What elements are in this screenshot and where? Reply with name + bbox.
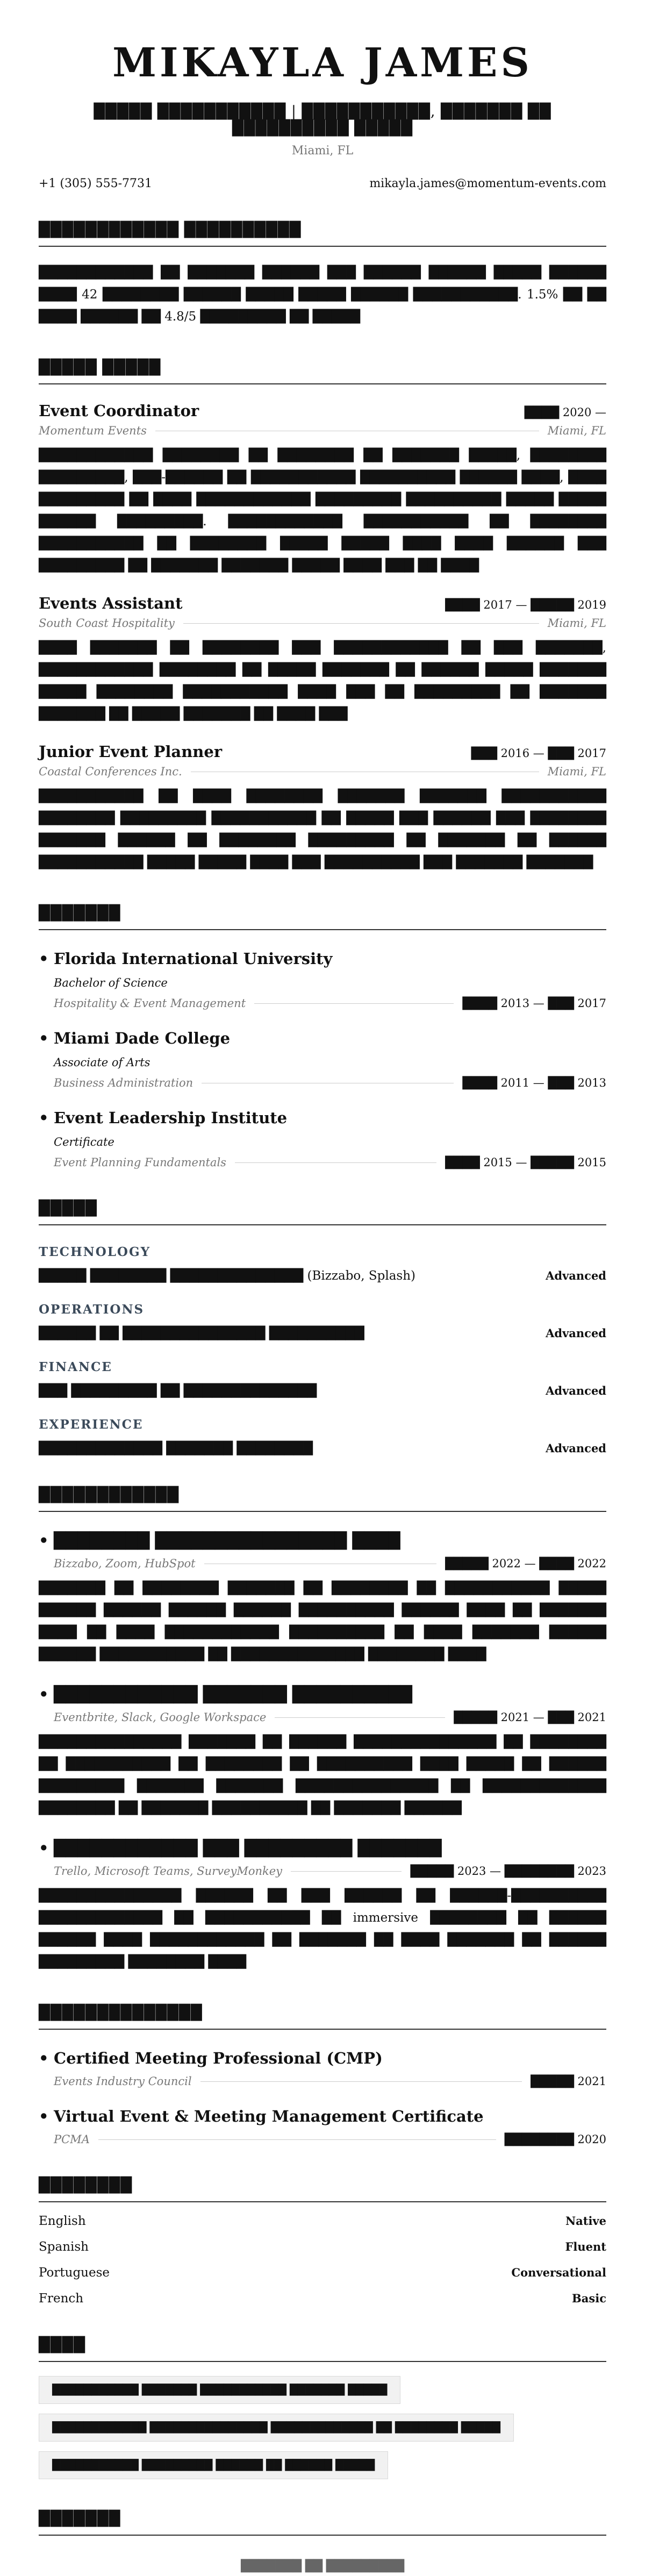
skill-row (39, 1269, 606, 1283)
field-of-study: Event Planning Fundamentals (54, 1156, 226, 1169)
section-title: ███████ (39, 2510, 606, 2536)
projects-section (39, 1487, 606, 1973)
section-title: █████ █████ (39, 359, 606, 384)
divider (254, 1003, 454, 1004)
certification-date: ████████ 2020 (504, 2133, 606, 2146)
section-title: ████████ (39, 2177, 606, 2202)
skill-category: FINANCE (39, 1360, 112, 1374)
interest-tag: ████████████ ███████████████ █████████████ ██ ████████ █████ (39, 2414, 514, 2442)
project-name: ████████████ ███ █████████ ███████ (54, 1839, 442, 1857)
bullet-icon: • (39, 2049, 49, 2067)
certification-date: █████ 2021 (531, 2075, 606, 2088)
divider (275, 1717, 445, 1718)
language-row (39, 2214, 606, 2228)
company: Momentum Events (39, 424, 147, 437)
language-level: Basic (572, 2292, 606, 2305)
job-location: Miami, FL (547, 765, 606, 778)
location: Miami, FL (291, 144, 354, 158)
language-level: Native (565, 2214, 606, 2228)
candidate-name: MIKAYLA JAMES (112, 40, 533, 86)
company: South Coast Hospitality (39, 617, 175, 630)
job-entry (39, 594, 606, 725)
divider (98, 2139, 496, 2140)
language-name: French (39, 2292, 84, 2306)
skill-level: Advanced (546, 1384, 606, 1397)
bullet-icon: • (39, 1531, 49, 1550)
bullet-icon: • (39, 1029, 49, 1047)
company: Coastal Conferences Inc. (39, 765, 182, 778)
language-row (39, 2292, 606, 2306)
job-entry (39, 402, 606, 577)
job-title: Events Assistant (39, 594, 183, 612)
contact-row (39, 177, 606, 190)
school-name: Miami Dade College (54, 1029, 231, 1047)
job-location: Miami, FL (547, 617, 606, 630)
section-title: ██████████████ (39, 2004, 606, 2030)
languages-section (39, 2177, 606, 2306)
project-name: ████████████ ███████ ██████████ (54, 1685, 412, 1703)
job-title: Junior Event Planner (39, 743, 223, 761)
certification-issuer: PCMA (54, 2133, 90, 2146)
skill-row (39, 1326, 606, 1340)
skill-level: Advanced (546, 1442, 606, 1455)
job-dates: ████ 2017 — █████ 2019 (445, 598, 606, 611)
project-tools: Eventbrite, Slack, Google Workspace (54, 1711, 267, 1724)
education-entry (39, 1029, 606, 1089)
skills-section (39, 1200, 606, 1455)
degree: Certificate (54, 1136, 114, 1148)
skill-category: OPERATIONS (39, 1302, 145, 1317)
certification-entry (39, 2049, 606, 2088)
section-title: █████ (39, 1200, 606, 1225)
skill-row (39, 1384, 606, 1398)
project-description: ███████████████ ██████ ██ ███ ██████ ██ ██████-██████████ █████████████ ██ ███████████ ██ immersive ████████ ██ ██████ ██████ ████ ████████████ ██ ███████ ██ ████ ███████ ██ ██████ █████████ ████████ ████ (39, 1889, 606, 1969)
certification-name: Certified Meeting Professional (CMP) (54, 2049, 383, 2067)
project-description: ███████████████ ███████ ██ ██████ ███████████████ ██ ████████ ██ ███████████ ██ ████████ ██ ██████████ ████ █████ ██ ██████ █████████ ███████ ███████ ███████████████ ██ █████████████ ████████ ██ ███████ ██████████ ██ ███████ ██████ (39, 1735, 606, 1815)
bullet-icon: • (39, 1839, 49, 1857)
tag-list (39, 2376, 606, 2479)
bullet-icon: • (39, 1109, 49, 1127)
section-title: ████████████ (39, 1487, 606, 1512)
job-description: ████████████ ████████ ██ ████████ ██ ███████ █████, ████████ █████████, ███-██████ ██ ███████████ ██████████ ██████ ████, ████ █████████ ██ ████ ████████████ █████████ ██████████ █████ █████ ██████ █████████. ████████████ ███████████ ██ ████████ ███████████ ██ ████████ █████ █████ ████ ████ ██████ ███ █████████ ██ ███████ ███████ █████ ████ ███ ██ ████ (39, 448, 606, 573)
skill-category: TECHNOLOGY (39, 1245, 151, 1259)
summary-text: ████████████ ██ ███████ ██████ ███ ██████ ██████ █████ ██████ ████ 42 ████████ ██████ █████ █████ ██████ ███████████. 1.5% ██ ██ ████ ██████ ██ 4.8/5 █████████ ██ █████ (39, 266, 606, 324)
skill-name: █████ ████████ ██████████████ (Bizzabo, Splash) (39, 1269, 416, 1283)
project-entry (39, 1685, 606, 1819)
education-entry (39, 950, 606, 1010)
project-entry (39, 1531, 606, 1666)
resume-page (39, 0, 606, 2572)
phone[interactable]: +1 (305) 555-7731 (39, 177, 152, 190)
certification-name: Virtual Event & Meeting Management Certificate (54, 2107, 484, 2125)
project-dates: █████ 2023 — ████████ 2023 (410, 1865, 606, 1878)
degree: Bachelor of Science (54, 976, 168, 989)
job-dates: ████ 2020 — (524, 406, 606, 419)
project-dates: █████ 2022 — ████ 2022 (445, 1557, 606, 1570)
education-entry (39, 1109, 606, 1169)
skill-name: █████████████ ███████ ████████ (39, 1442, 313, 1455)
education-section (39, 905, 606, 1169)
language-level: Conversational (511, 2266, 606, 2279)
language-name: English (39, 2214, 86, 2228)
divider (200, 2081, 522, 2082)
skill-category: EXPERIENCE (39, 1417, 144, 1432)
language-row (39, 2266, 606, 2280)
bullet-icon: • (39, 1685, 49, 1703)
email[interactable]: mikayla.james@momentum-events.com (369, 177, 606, 190)
job-entry (39, 743, 606, 874)
experience-section (39, 359, 606, 874)
project-dates: █████ 2021 — ███ 2021 (454, 1711, 606, 1724)
education-dates: ████ 2013 — ███ 2017 (462, 997, 606, 1010)
school-name: Event Leadership Institute (54, 1109, 288, 1127)
skill-level: Advanced (546, 1326, 606, 1340)
references-section (39, 2510, 606, 2572)
skill-name: ███ █████████ ██ ██████████████ (39, 1384, 317, 1398)
interest-tag: ███████████ ███████ ███████████ ███████ █████ (39, 2376, 400, 2404)
skill-row (39, 1442, 606, 1455)
section-title: ████████████ ██████████ (39, 222, 606, 247)
job-location: Miami, FL (547, 424, 606, 437)
language-name: Portuguese (39, 2266, 110, 2280)
field-of-study: Business Administration (54, 1076, 194, 1089)
project-name: ████████ ████████████████ ████ (54, 1531, 400, 1550)
summary-section (39, 222, 606, 328)
section-title: ███████ (39, 905, 606, 930)
interest-tag: ███████████ █████████ ██████ ██ ██████ █████ (39, 2451, 388, 2479)
school-name: Florida International University (54, 950, 333, 968)
bullet-icon: • (39, 2107, 49, 2125)
bullet-icon: • (39, 950, 49, 968)
field-of-study: Hospitality & Event Management (54, 997, 246, 1010)
references-note: ███████ ██ █████████ (240, 2559, 405, 2572)
skill-name: ██████ ██ ███████████████ ██████████ (39, 1326, 364, 1340)
divider (183, 623, 539, 624)
project-entry (39, 1839, 606, 1973)
education-dates: ████ 2011 — ███ 2013 (462, 1076, 606, 1089)
project-tools: Trello, Microsoft Teams, SurveyMonkey (54, 1865, 283, 1878)
project-tools: Bizzabo, Zoom, HubSpot (54, 1557, 196, 1570)
language-level: Fluent (565, 2240, 606, 2253)
language-row (39, 2240, 606, 2254)
certification-entry (39, 2107, 606, 2146)
job-description: ████ ███████ ██ ████████ ███ ████████████ ██ ███ ███████, ████████████ ████████ ██ █████ ███████ ██ ██████ █████ ███████ █████ ████████ ███████████ ████ ███ ██ █████████ ██ ███████ ███████ ██ █████ ███████ ██ ████ ███ (39, 641, 606, 721)
skill-level: Advanced (546, 1269, 606, 1282)
job-description: ███████████ ██ ████ ████████ ███████ ███████ ███████████ ████████ █████████ ███████████ ██ █████ ███ ██████ ███ ████████ ███████ ██████ ██ ████████ █████████ ██ ███████ ██ ██████ ███████████ █████ █████ ████ ███ ██████████ ███ ███████ ███████ (39, 789, 606, 869)
headline: █████ ███████████ | ███████████, ███████ ██ ██████████ █████ (94, 103, 551, 137)
interests-section (39, 2337, 606, 2479)
certifications-section (39, 2004, 606, 2146)
degree: Associate of Arts (54, 1056, 150, 1069)
job-dates: ███ 2016 — ███ 2017 (471, 747, 606, 760)
certification-issuer: Events Industry Council (54, 2075, 192, 2088)
education-dates: ████ 2015 — █████ 2015 (445, 1156, 606, 1169)
language-name: Spanish (39, 2240, 89, 2254)
divider (235, 1162, 436, 1163)
job-title: Event Coordinator (39, 402, 199, 420)
section-title: ████ (39, 2337, 606, 2362)
project-description: ███████ ██ ████████ ███████ ██ ████████ ██ ███████████ █████ ██████ ██████ ██████ ██████ ██████████ ██████ ████ ██ ███████ ████ ██ ████ ████████████ ██████████ ██ ████ ███████ ██████ ██████ ███████████ ██ ██████████████ ████████ ████ (39, 1581, 606, 1661)
divider (291, 1871, 402, 1872)
